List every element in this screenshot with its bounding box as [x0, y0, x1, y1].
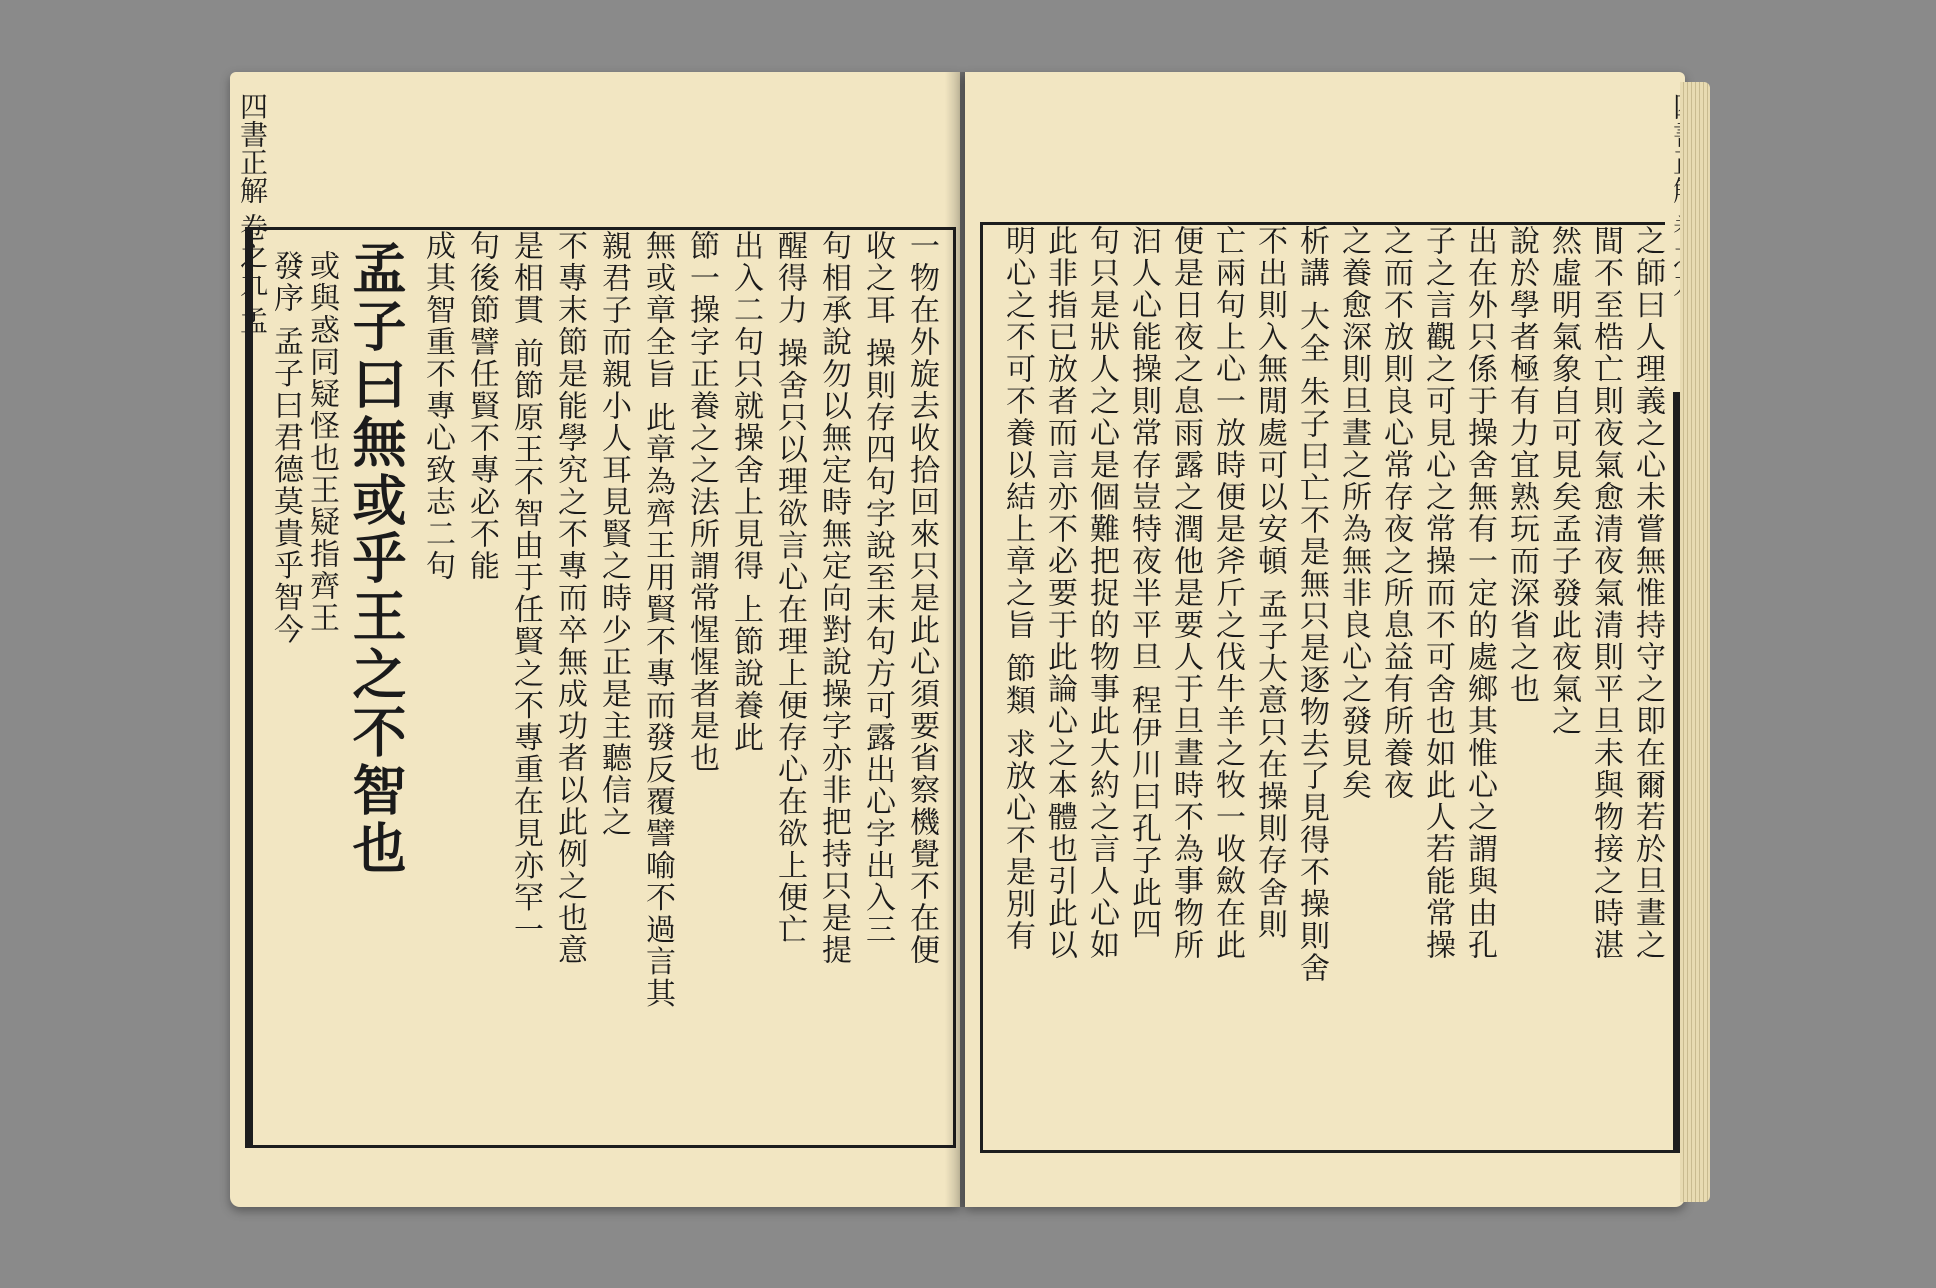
right-column-8: 之養愈深則旦晝之所為無非良心之發見矣 — [1336, 225, 1371, 801]
left-note-2: 發序 孟子曰君德莫貴乎智今 — [268, 250, 303, 646]
left-column-1: 一物在外旋去收拾回來只是此心須要省察機覺不在便 — [904, 230, 939, 966]
left-note-1: 或與惑同疑怪也王疑指齊王 — [304, 250, 339, 634]
right-column-13: 汩人心能操則常存豈特夜半平旦 程伊川曰孔子此四 — [1126, 225, 1161, 941]
left-column-2: 收之耳 操則存四句字說至末句方可露出心字出入三 — [860, 230, 895, 946]
open-book — [230, 72, 1710, 1222]
left-folio-label: 四書正解 卷之九 孟 — [232, 92, 272, 452]
right-column-4: 說於學者極有力宜熟玩而深省之也 — [1504, 225, 1539, 705]
right-text-frame — [980, 222, 1681, 1153]
left-column-6: 節一操字正養之之法所謂常惺惺者是也 — [684, 230, 719, 774]
right-page — [965, 72, 1685, 1207]
right-column-11: 亡兩句上心一放時便是斧斤之伐牛羊之牧一收斂在此 — [1210, 225, 1245, 961]
left-column-10: 是相貫 前節原王不智由于任賢之不專重在見亦罕一 — [508, 230, 543, 946]
right-column-9: 析講 大全 朱子曰亡不是無只是逐物去了見得不操則舍 — [1294, 225, 1329, 985]
left-column-8: 親君子而親小人耳見賢之時少正是主聽信之 — [596, 230, 631, 838]
right-column-10: 不出則入無閒處可以安頓 孟子大意只在操則存舍則 — [1252, 225, 1287, 941]
left-column-3: 句相承說勿以無定時無定向對說操字亦非把持只是提 — [816, 230, 851, 966]
left-column-5: 出入二句只就操舍上見得 上節說養此 — [728, 230, 763, 754]
mencius-heading: 孟子曰無或乎王之不智也 — [344, 240, 408, 878]
left-text-frame — [245, 227, 956, 1148]
right-column-2: 間不至梏亡則夜氣愈清夜氣清則平旦未與物接之時湛 — [1588, 225, 1623, 961]
left-column-4: 醒得力 操舍只以理欲言心在理上便存心在欲上便亡 — [772, 230, 807, 946]
right-column-3: 然虛明氣象自可見矣孟子發此夜氣之 — [1546, 225, 1581, 737]
left-column-11: 句後節譬任賢不專必不能 — [464, 230, 499, 582]
right-column-6: 子之言觀之可見心之常操而不可舍也如此人若能常操 — [1420, 225, 1455, 961]
right-column-16: 明心之不可不養以結上章之旨 節類 求放心不是別有 — [1000, 225, 1035, 953]
right-column-15: 此非指已放者而言亦不必要于此論心之本體也引此以 — [1042, 225, 1077, 961]
right-column-7: 之而不放則良心常存夜之所息益有所養夜 — [1378, 225, 1413, 801]
right-column-5: 出在外只係于操舍無有一定的處鄉其惟心之謂與由孔 — [1462, 225, 1497, 961]
right-column-12: 便是日夜之息雨露之潤他是要人于旦晝時不為事物所 — [1168, 225, 1203, 961]
right-column-14: 句只是狀人之心是個難把捉的物事此大約之言人心如 — [1084, 225, 1119, 961]
left-column-9: 不專末節是能學究之不專而卒無成功者以此例之也意 — [552, 230, 587, 966]
left-column-12: 成其智重不專心致志二句 — [420, 230, 455, 582]
left-page — [230, 72, 960, 1207]
page-edges — [1680, 82, 1710, 1202]
right-column-1: 之師曰人理義之心未嘗無惟持守之即在爾若於旦晝之 — [1630, 225, 1665, 961]
left-column-7: 無或章全旨 此章為齊王用賢不專而發反覆譬喻不過言其 — [640, 230, 675, 1010]
